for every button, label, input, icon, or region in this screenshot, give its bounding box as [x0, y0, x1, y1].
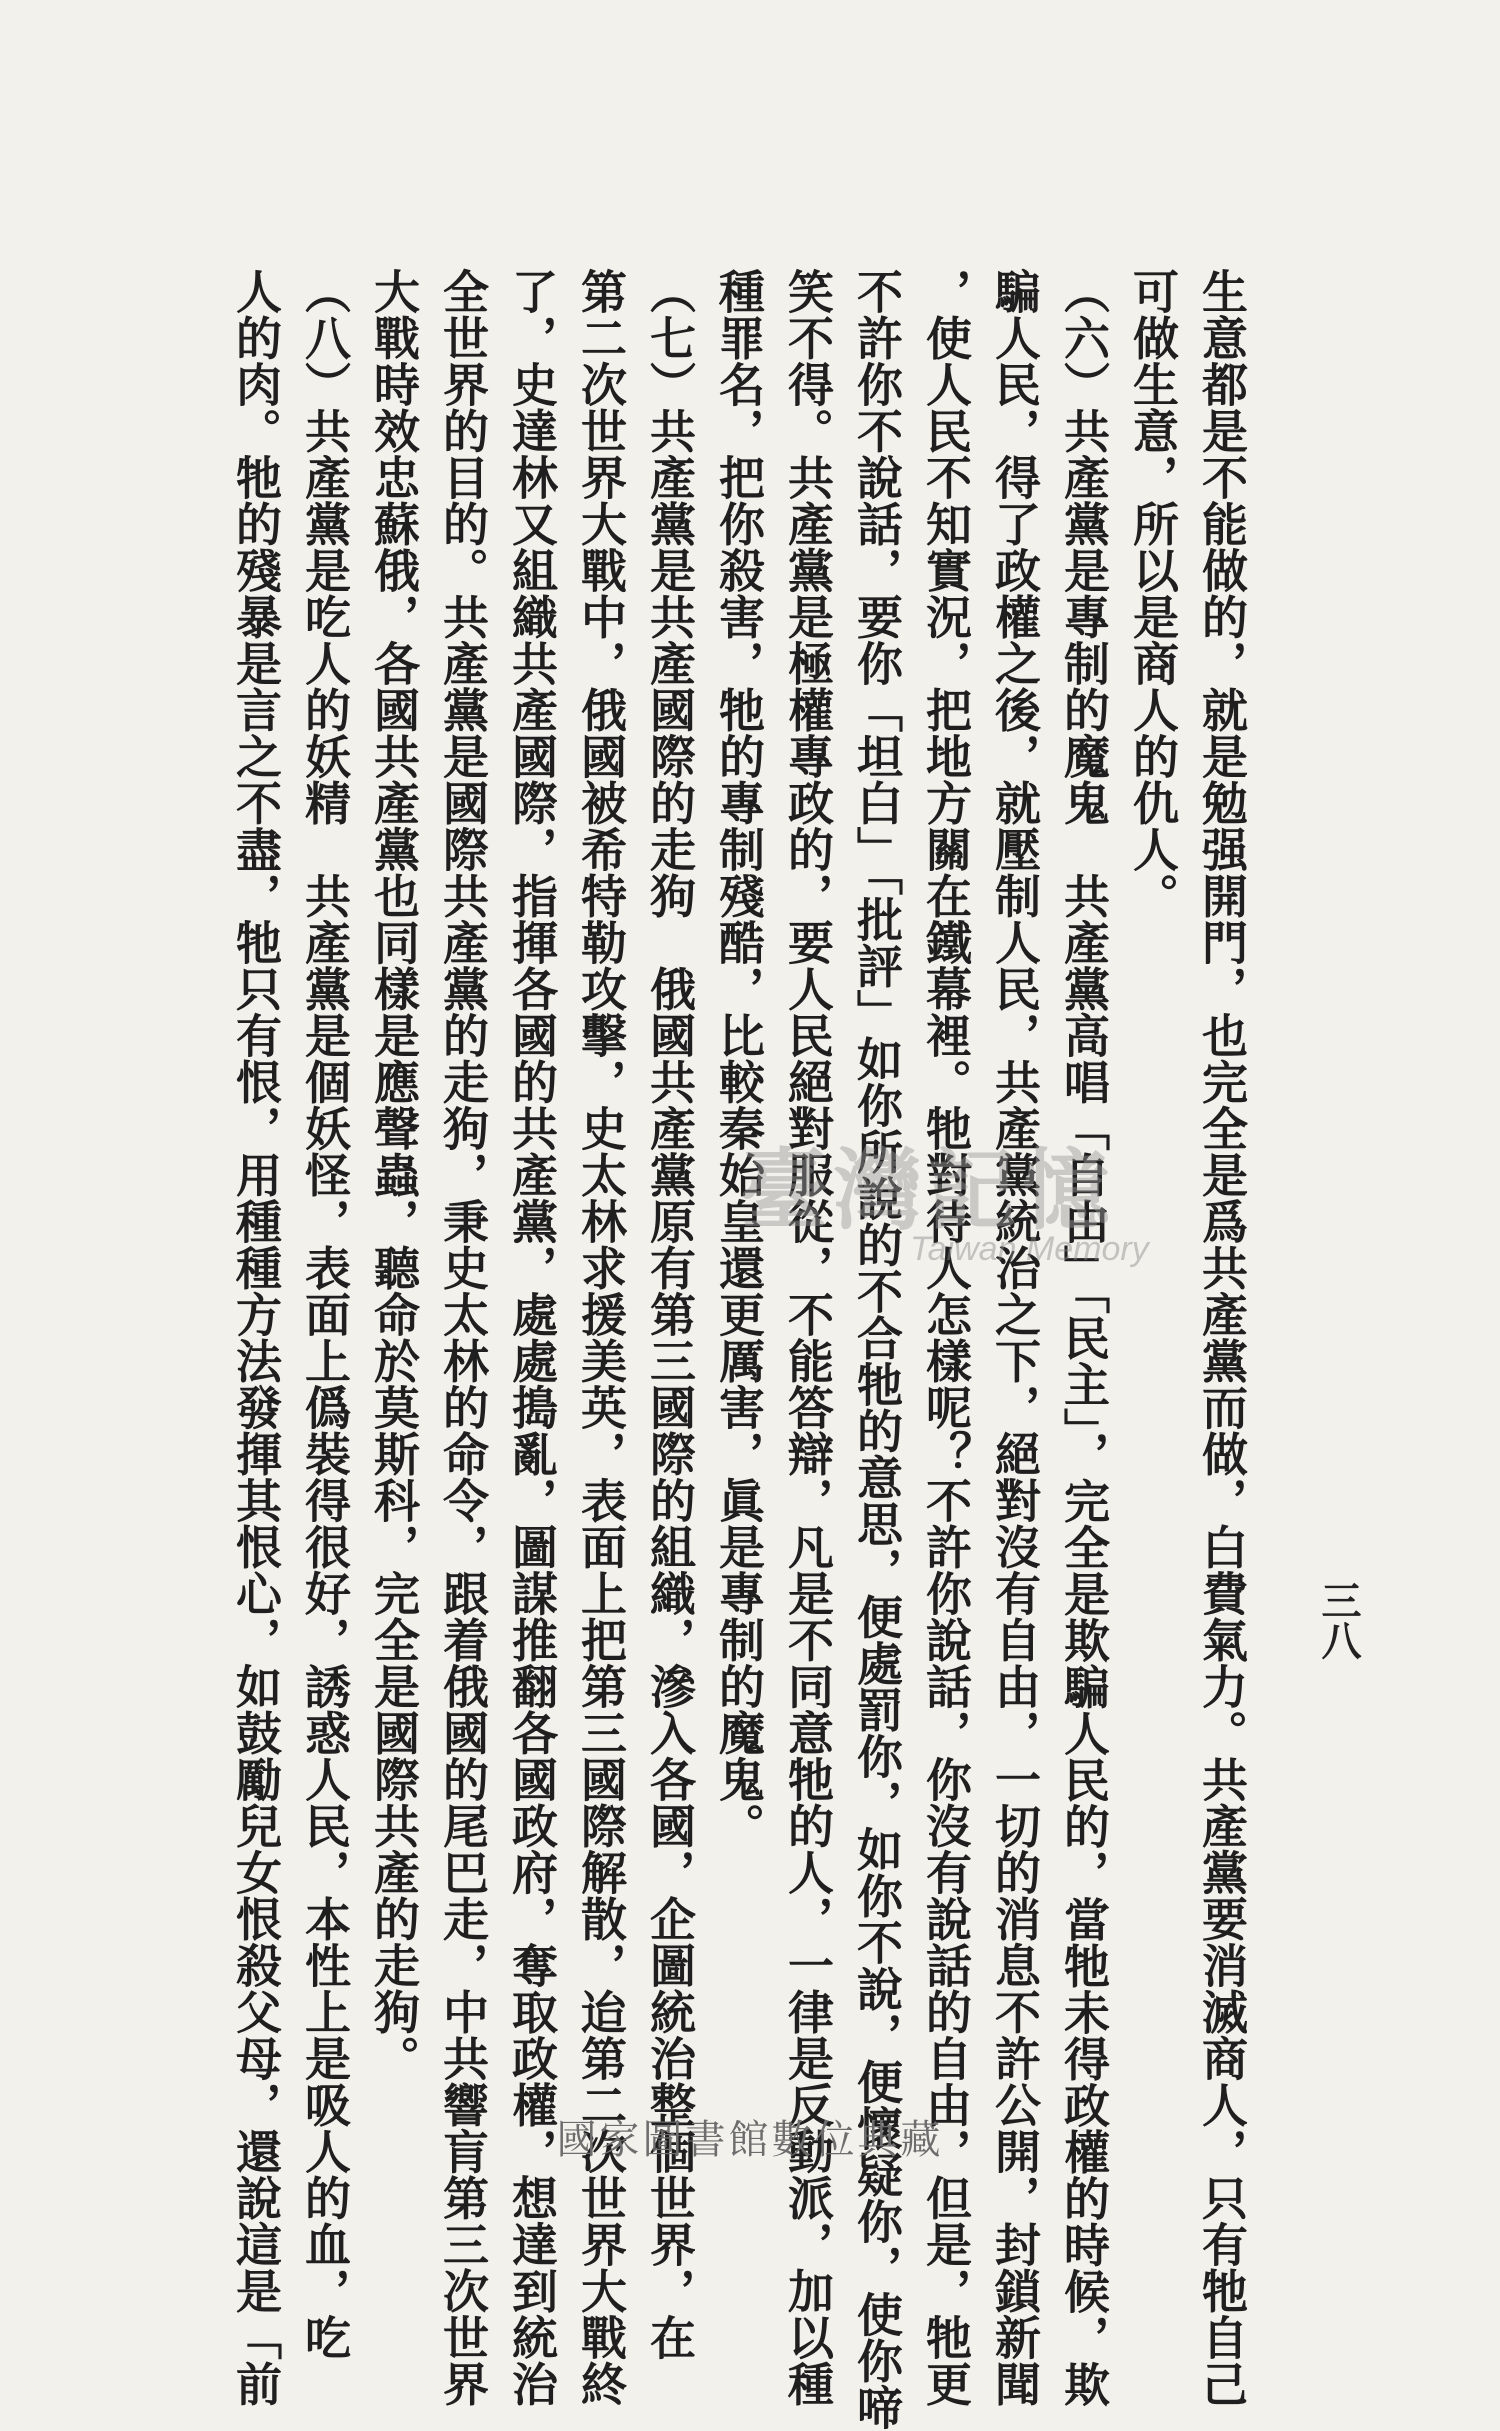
page-number: 三八 — [1315, 1580, 1362, 1660]
text-line: ，使人民不知實況，把地方關在鐵幕裡。牠對待人怎樣呢？不許你說話，你沒有說話的自由，但是，牠更 — [919, 268, 973, 2407]
footer-caption: 國家圖書館數位典藏 — [556, 2117, 944, 2163]
text-line: 生意都是不能做的，就是勉强開門，也完全是爲共產黨而做，白費氣力。共產黨要消滅商人，只有牠自己 — [1195, 268, 1249, 2407]
text-line: 騙人民，得了政權之後，就壓制人民，共產黨統治之下，絕對沒有自由，一切的消息不許公開，封鎖新聞 — [988, 268, 1042, 2407]
watermark-chinese: 臺灣記憶 — [740, 1138, 1117, 1242]
text-line: 了，史達林又組織共產國際，指揮各國的共產黨，處處搗亂，圖謀推翻各國政府，奪取政權，想達到統治 — [505, 268, 559, 2407]
text-line: （七）共產黨是共產國際的走狗 俄國共產黨原有第三國際的組織，滲入各國，企圖統治整個世界，在 — [643, 268, 697, 2361]
text-line: （六）共產黨是專制的魔鬼 共產黨高唱「自由」「民主」，完全是欺騙人民的，當牠未得政權的時候，欺 — [1057, 268, 1111, 2408]
text-line: 不許你不說話，要你「坦白」「批評」如你所說的不合牠的意思，便處罰你，如你不說，便懷疑你，使你啼 — [850, 268, 904, 2431]
text-line: 第二次世界大戰中，俄國被希特勒攻擊，史太林求援美英，表面上把第三國際解散，迨第二次世界大戰終 — [574, 268, 628, 2407]
text-line: （八）共產黨是吃人的妖精 共產黨是個妖怪，表面上僞裝得很好，誘惑人民，本性上是吸人的血，吃 — [298, 268, 352, 2361]
text-line: 笑不得。共產黨是極權專政的，要人民絕對服從，不能答辯，凡是不同意牠的人，一律是反動派，加以種 — [781, 268, 835, 2407]
text-line: 人的肉。牠的殘暴是言之不盡，牠只有恨，用種種方法發揮其恨心，如鼓勵兒女恨殺父母，還說這是「前 — [229, 268, 283, 2407]
text-line: 種罪名，把你殺害，牠的專制殘酷，比較秦始皇還更厲害，眞是專制的魔鬼。 — [712, 268, 766, 1849]
watermark-english: Taiwan Memory — [910, 1230, 1149, 1268]
text-line: 大戰時效忠蘇俄，各國共產黨也同樣是應聲蟲，聽命於莫斯科，完全是國際共產的走狗。 — [367, 268, 421, 2082]
text-line: 可做生意，所以是商人的仇人。 — [1126, 268, 1180, 919]
text-line: 全世界的目的。共產黨是國際共產黨的走狗，秉史太林的命令，跟着俄國的尾巴走，中共響肓第三次世界 — [436, 268, 490, 2407]
